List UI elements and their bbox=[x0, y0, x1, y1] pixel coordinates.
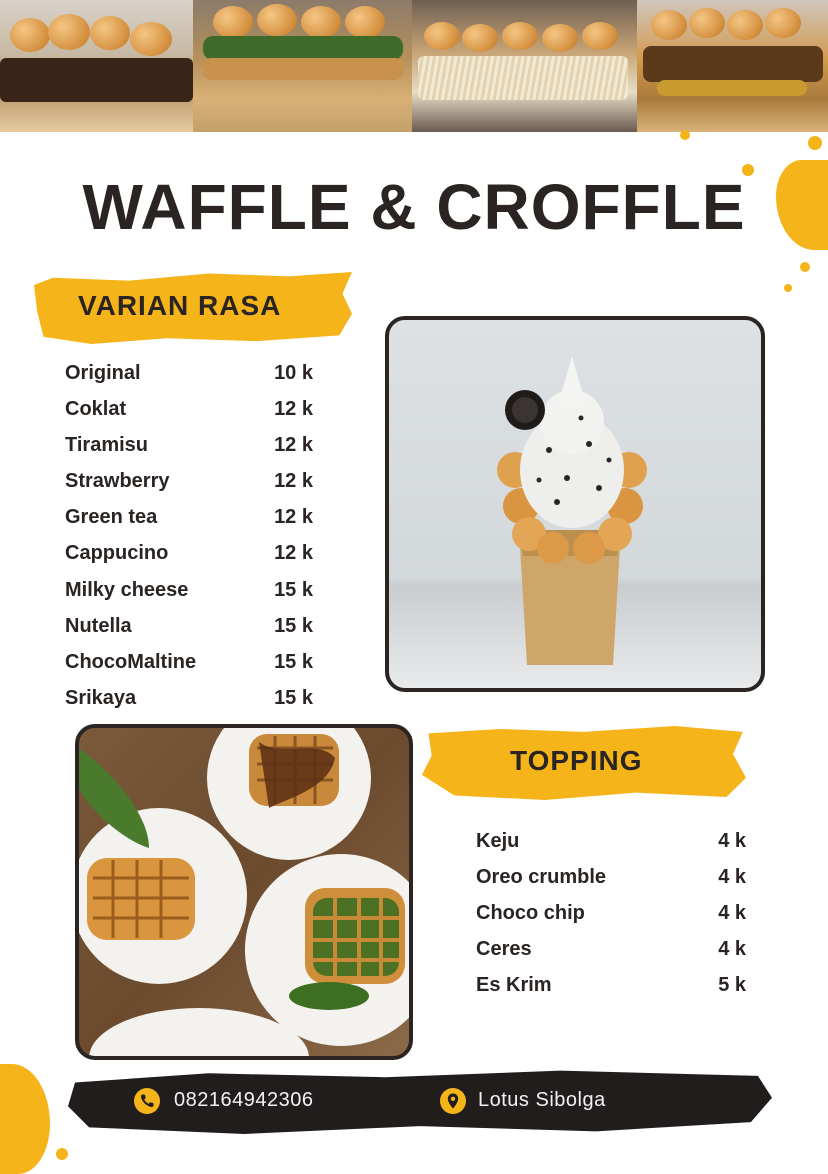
page-title: WAFFLE & CROFFLE bbox=[82, 171, 746, 243]
flavor-price: 15 k bbox=[274, 651, 313, 673]
topping-name: Ceres bbox=[476, 938, 532, 960]
flavor-price: 15 k bbox=[274, 579, 313, 601]
list-item bbox=[65, 579, 313, 602]
varian-rasa-heading: VARIAN RASA bbox=[78, 290, 282, 321]
list-item bbox=[65, 362, 313, 385]
flavor-name: ChocoMaltine bbox=[65, 651, 197, 673]
topping-name: Keju bbox=[476, 830, 520, 852]
flavor-name: Srikaya bbox=[65, 687, 137, 709]
list-item bbox=[65, 470, 313, 493]
topping-price: 4 k bbox=[718, 866, 746, 888]
flavor-name: Nutella bbox=[65, 615, 132, 637]
phone-icon bbox=[134, 1088, 160, 1114]
waffle-nutella-photo bbox=[0, 0, 193, 132]
list-item bbox=[476, 866, 746, 889]
flavor-price: 12 k bbox=[274, 542, 313, 564]
flavor-name: Green tea bbox=[65, 506, 158, 528]
topping-name: Choco chip bbox=[476, 902, 585, 924]
list-item bbox=[65, 506, 313, 529]
paint-splash-dot bbox=[800, 262, 810, 272]
flavor-name: Tiramisu bbox=[65, 434, 148, 456]
phone-number: 082164942306 bbox=[174, 1089, 314, 1111]
paint-splash-bottom-left bbox=[0, 1064, 50, 1174]
list-item bbox=[65, 615, 313, 638]
paint-splash-dot bbox=[808, 136, 822, 150]
flavor-price: 12 k bbox=[274, 506, 313, 528]
list-item bbox=[65, 434, 313, 457]
list-item bbox=[65, 651, 313, 674]
list-item bbox=[65, 542, 313, 565]
flavor-name: Strawberry bbox=[65, 470, 170, 492]
paint-splash-dot bbox=[680, 130, 690, 140]
flavor-price: 15 k bbox=[274, 687, 313, 709]
topping-price: 5 k bbox=[718, 974, 746, 996]
topping-price: 4 k bbox=[718, 830, 746, 852]
flavor-name: Original bbox=[65, 362, 141, 384]
ice-cream-illustration bbox=[389, 320, 761, 688]
flavor-name: Coklat bbox=[65, 398, 127, 420]
flavor-price: 15 k bbox=[274, 615, 313, 637]
location-pin-icon bbox=[440, 1088, 466, 1114]
topping-name: Es Krim bbox=[476, 974, 552, 996]
flavor-price: 12 k bbox=[274, 470, 313, 492]
flavor-price: 12 k bbox=[274, 434, 313, 456]
list-item bbox=[476, 830, 746, 853]
location-text: Lotus Sibolga bbox=[478, 1089, 606, 1111]
paint-splash-dot bbox=[784, 284, 792, 292]
croffle-illustration bbox=[79, 728, 409, 1056]
topping-price: 4 k bbox=[718, 938, 746, 960]
paint-splash-dot bbox=[56, 1148, 68, 1160]
list-item bbox=[476, 938, 746, 961]
bubble-waffle-ice-cream-photo bbox=[385, 316, 765, 692]
photo-strip bbox=[0, 0, 828, 132]
flavor-price: 12 k bbox=[274, 398, 313, 420]
flavor-name: Cappucino bbox=[65, 542, 169, 564]
topping-price: 4 k bbox=[718, 902, 746, 924]
waffle-caramel-photo bbox=[637, 0, 828, 132]
list-item bbox=[476, 974, 746, 997]
croffle-plates-photo bbox=[75, 724, 413, 1060]
waffle-spinach-photo bbox=[193, 0, 412, 132]
topping-heading: TOPPING bbox=[510, 745, 643, 776]
flavor-name: Milky cheese bbox=[65, 579, 189, 601]
list-item bbox=[476, 902, 746, 925]
list-item bbox=[65, 398, 313, 421]
flavor-price: 10 k bbox=[274, 362, 313, 384]
topping-name: Oreo crumble bbox=[476, 866, 607, 888]
waffle-cheese-photo bbox=[412, 0, 637, 132]
list-item bbox=[65, 687, 313, 710]
